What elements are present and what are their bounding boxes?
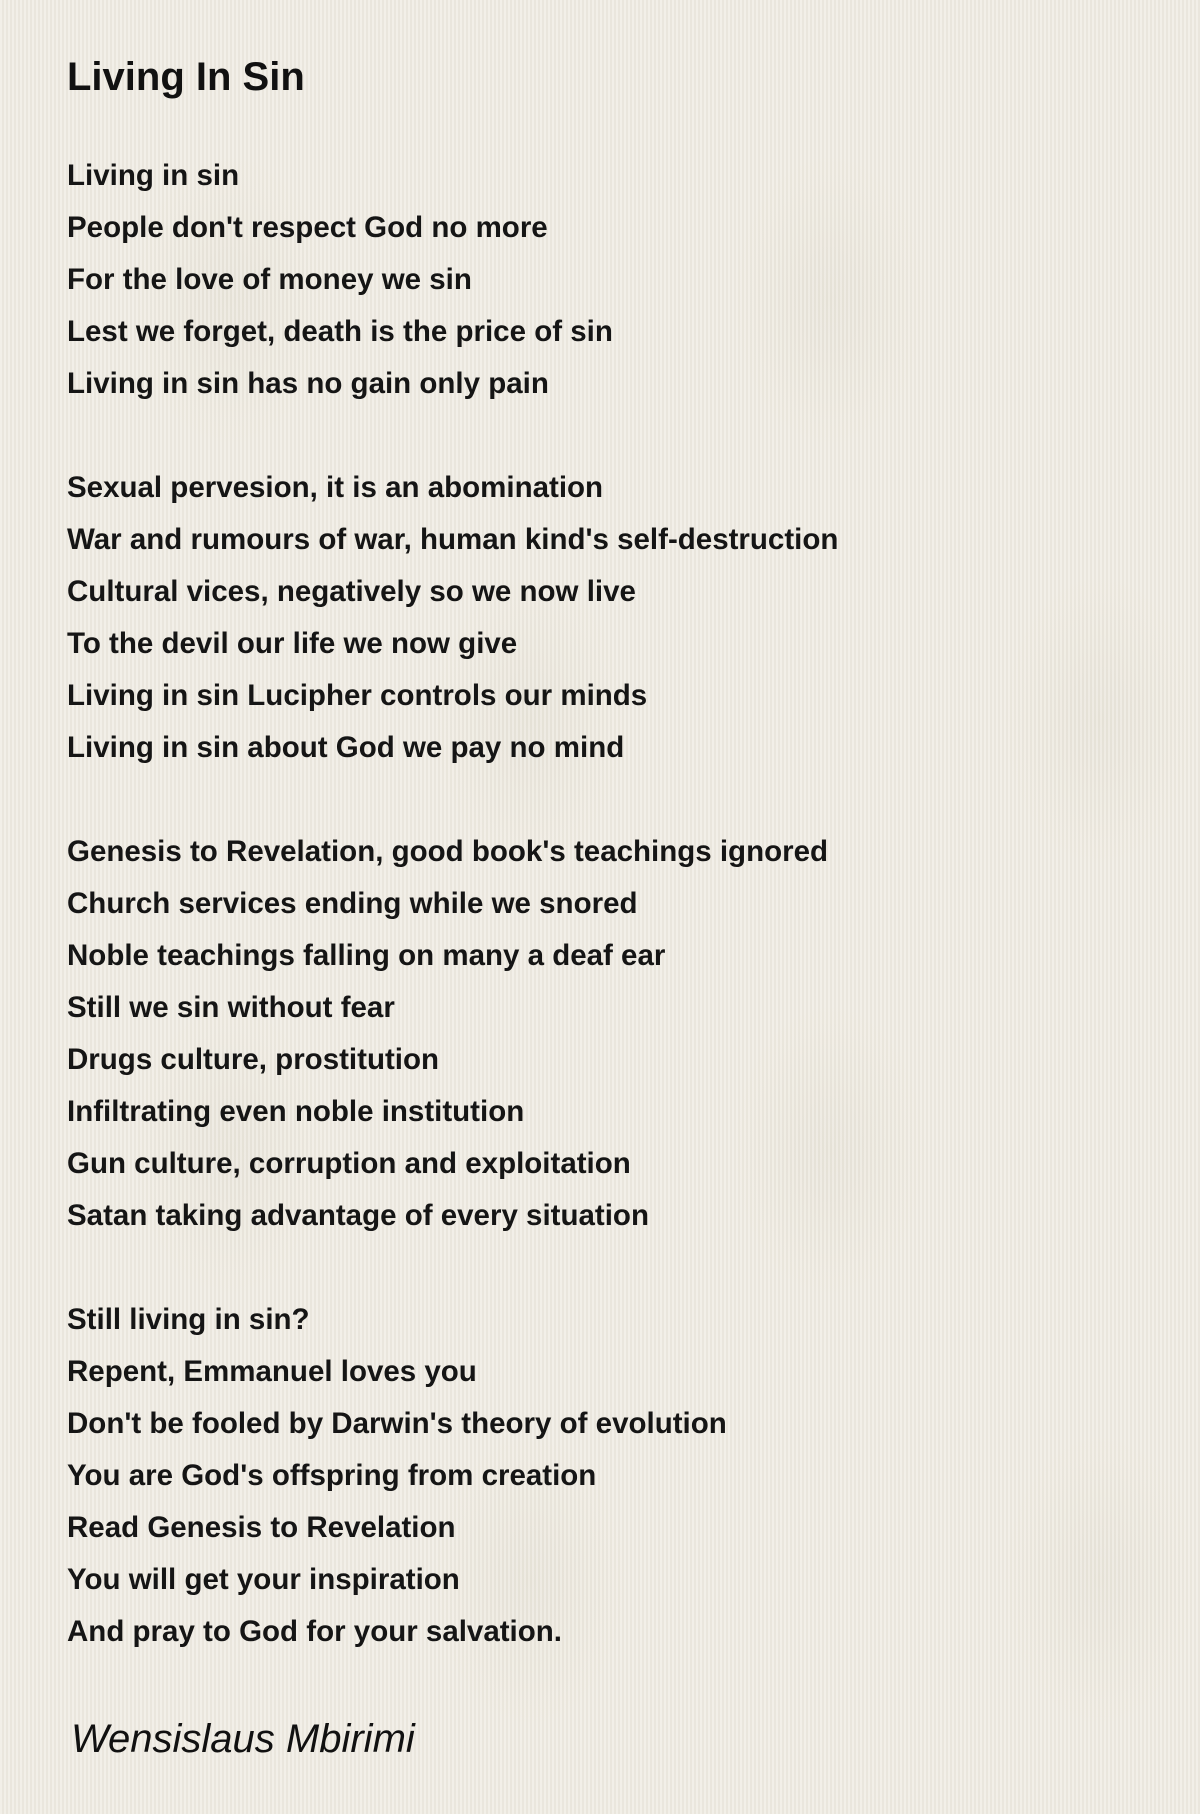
- poem-line: Church services ending while we snored: [67, 887, 638, 920]
- poem-line: And pray to God for your salvation.: [67, 1615, 562, 1648]
- poem-line: People don't respect God no more: [67, 211, 548, 244]
- poem-line: Satan taking advantage of every situation: [67, 1199, 649, 1232]
- poem-line: Living in sin: [67, 159, 240, 192]
- poem-line: To the devil our life we now give: [67, 627, 518, 660]
- poem-line: Living in sin Lucipher controls our minds: [67, 679, 648, 712]
- poem-line: Lest we forget, death is the price of sin: [67, 315, 613, 348]
- poem-line: Don't be fooled by Darwin's theory of evolution: [67, 1407, 727, 1440]
- poem-line: Sexual pervesion, it is an abomination: [67, 471, 604, 504]
- poem-line: Repent, Emmanuel loves you: [67, 1355, 477, 1388]
- poem-line: Living in sin about God we pay no mind: [67, 731, 625, 764]
- poem-line: For the love of money we sin: [67, 263, 472, 296]
- poem-author: Wensislaus Mbirimi: [71, 1717, 415, 1761]
- stanza-2: [67, 462, 1147, 774]
- stanza-4: [67, 1294, 1147, 1658]
- poem-line: Living in sin has no gain only pain: [67, 367, 549, 400]
- stanza-3: [67, 826, 1147, 1242]
- poem-line: Read Genesis to Revelation: [67, 1511, 456, 1544]
- poem-title: Living In Sin: [67, 55, 305, 99]
- poem-line: Noble teachings falling on many a deaf ear: [67, 939, 666, 972]
- poem-line: Still living in sin?: [67, 1303, 310, 1336]
- poem-line: You are God's offspring from creation: [67, 1459, 597, 1492]
- poem-line: Infiltrating even noble institution: [67, 1095, 525, 1128]
- poem-line: Still we sin without fear: [67, 991, 395, 1024]
- poem-line: War and rumours of war, human kind's self-destruction: [67, 523, 839, 556]
- poem-line: Cultural vices, negatively so we now live: [67, 575, 636, 608]
- poem-line: You will get your inspiration: [67, 1563, 460, 1596]
- poem-body: [67, 150, 1147, 1710]
- stanza-1: [67, 150, 1147, 410]
- poem-line: Gun culture, corruption and exploitation: [67, 1147, 631, 1180]
- poem-line: Drugs culture, prostitution: [67, 1043, 440, 1076]
- poem-line: Genesis to Revelation, good book's teachings ignored: [67, 835, 829, 868]
